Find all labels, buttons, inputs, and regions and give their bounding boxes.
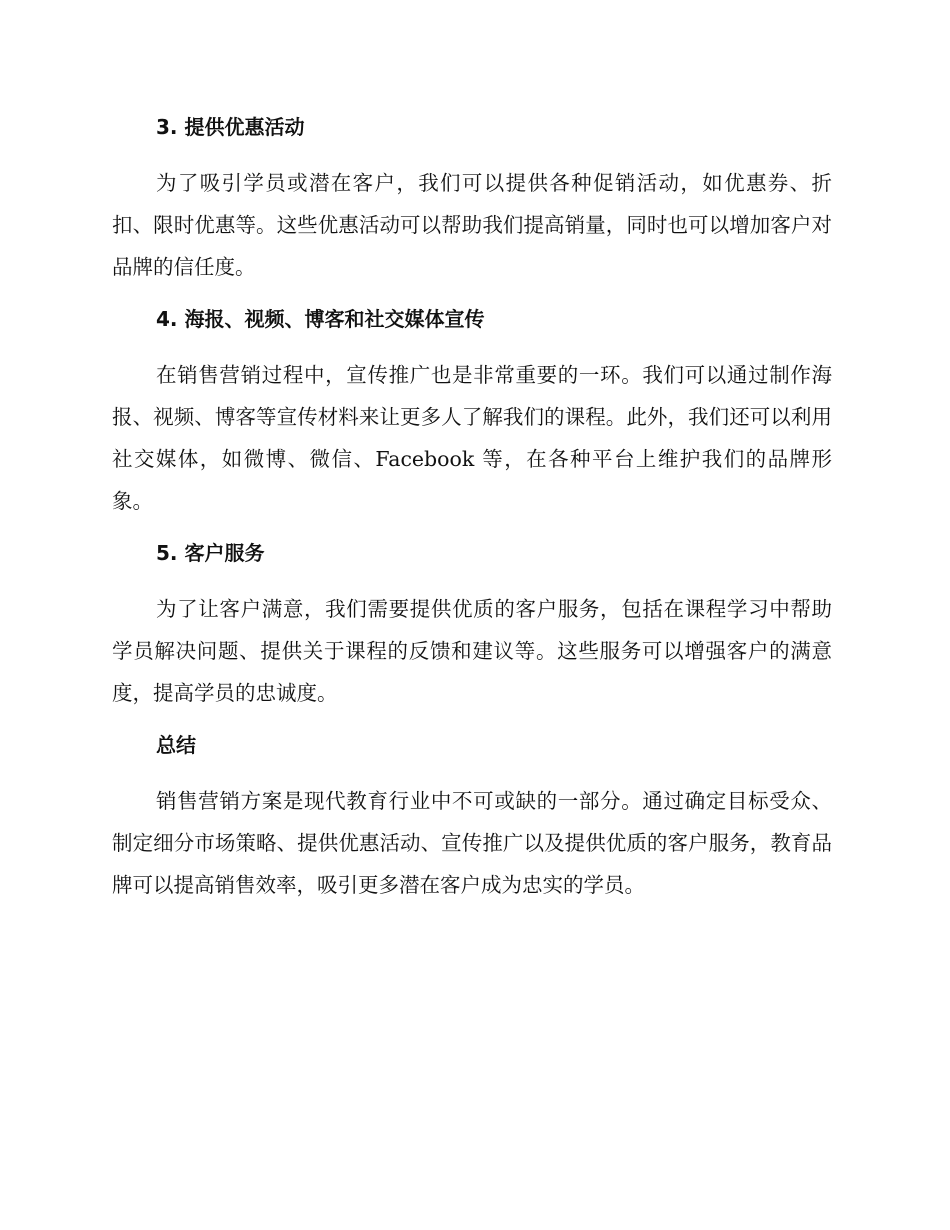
section-paragraph-customer-service: 为了让客户满意，我们需要提供优质的客户服务，包括在课程学习中帮助学员解决问题、提供关于课程的反馈和建议等。这些服务可以增强客户的满意度，提高学员的忠诚度。 <box>112 597 832 705</box>
document-body <box>112 110 832 906</box>
section-paragraph-promotions: 为了吸引学员或潜在客户，我们可以提供各种促销活动，如优惠券、折扣、限时优惠等。这些优惠活动可以帮助我们提高销量，同时也可以增加客户对品牌的信任度。 <box>112 171 832 279</box>
section-heading-customer-service: 5. 客户服务 <box>156 541 265 565</box>
section-heading-summary: 总结 <box>156 733 196 757</box>
section-heading-media-publicity: 4. 海报、视频、博客和社交媒体宣传 <box>156 307 485 331</box>
section-heading-promotions: 3. 提供优惠活动 <box>156 115 305 139</box>
section-paragraph-media-publicity: 在销售营销过程中，宣传推广也是非常重要的一环。我们可以通过制作海报、视频、博客等宣传材料来让更多人了解我们的课程。此外，我们还可以利用社交媒体，如微博、微信、Facebook 等，在各种平台上维护我们的品牌形象。 <box>112 363 832 513</box>
section-paragraph-summary: 销售营销方案是现代教育行业中不可或缺的一部分。通过确定目标受众、制定细分市场策略、提供优惠活动、宣传推广以及提供优质的客户服务，教育品牌可以提高销售效率，吸引更多潜在客户成为忠实的学员。 <box>112 789 832 897</box>
